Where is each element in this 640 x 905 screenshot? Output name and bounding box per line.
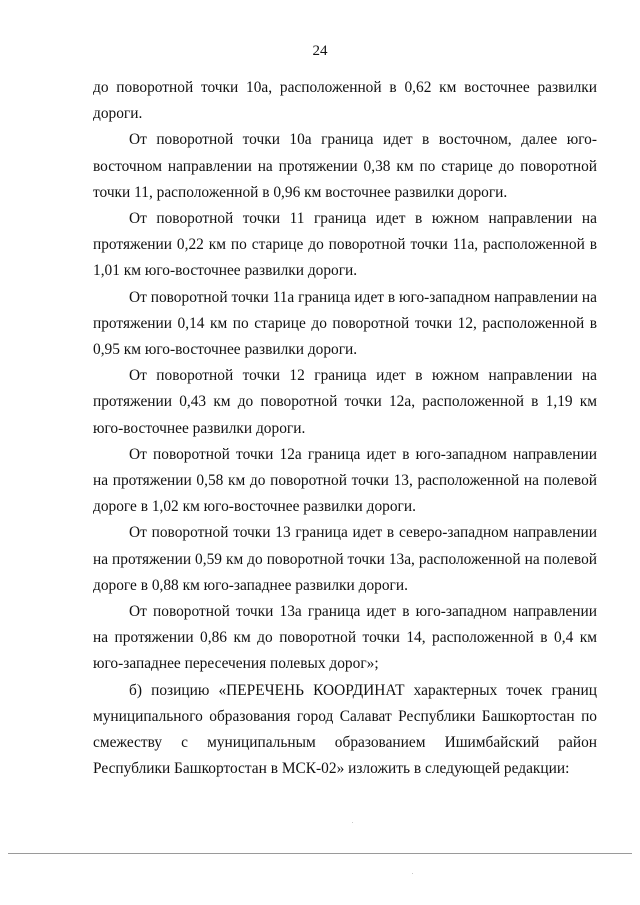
paragraph-point-10a: От поворотной точки 10а граница идет в восточном, далее юго-восточном направлении на протяжении 0,38 км по старице до поворотной точки 11, расположенной в 0,96 км восточнее развилки дороги.: [93, 131, 597, 201]
paragraph-point-13a: От поворотной точки 13а граница идет в юго-западном направлении на протяжении 0,86 км до поворотной точки 14, расположенной в 0,4 км юго-западнее пересечения полевых дорог»;: [93, 603, 597, 673]
paragraph-point-11a: От поворотной точки 11а граница идет в юго-западном направлении на протяжении 0,14 км по старице до поворотной точки 12, расположенной в 0,95 км юго-восточнее развилки дороги.: [93, 288, 597, 359]
paragraph-coordinates-list: б) позицию «ПЕРЕЧЕНЬ КООРДИНАТ характерных точек границ муниципального образования город Салават Республики Башкортостан по смежеству с муниципальным образованием Ишимбайский район Республики Башкортостан в МСК-02» изложить в следующей редакции:: [93, 681, 597, 778]
paragraph-point-12: От поворотной точки 12 граница идет в южном направлении на протяжении 0,43 км до поворотной точки 12а, расположенной в 1,19 км юго-восточнее развилки дороги.: [93, 367, 597, 437]
scan-speck: [352, 822, 353, 823]
paragraph-point-12a: От поворотной точки 12а граница идет в юго-западном направлении на протяжении 0,58 км до поворотной точки 13, расположенной на полевой дороге в 1,02 км юго-восточнее развилки дороги.: [93, 445, 597, 516]
paragraph-continuation: до поворотной точки 10а, расположенной в 0,62 км восточнее развилки дороги.: [93, 79, 597, 123]
footer-rule: [8, 853, 632, 854]
paragraph-point-11: От поворотной точки 11 граница идет в южном направлении на протяжении 0,22 км по старице до поворотной точки 11а, расположенной в 1,01 км юго-восточнее развилки дороги.: [93, 210, 597, 280]
document-body: [93, 75, 597, 782]
page-number: 24: [312, 43, 328, 59]
paragraph-point-13: От поворотной точки 13 граница идет в северо-западном направлении на протяжении 0,59 км до поворотной точки 13а, расположенной на полевой дороге в 0,88 км юго-западнее развилки дороги.: [93, 524, 597, 594]
scan-speck: [412, 873, 413, 874]
